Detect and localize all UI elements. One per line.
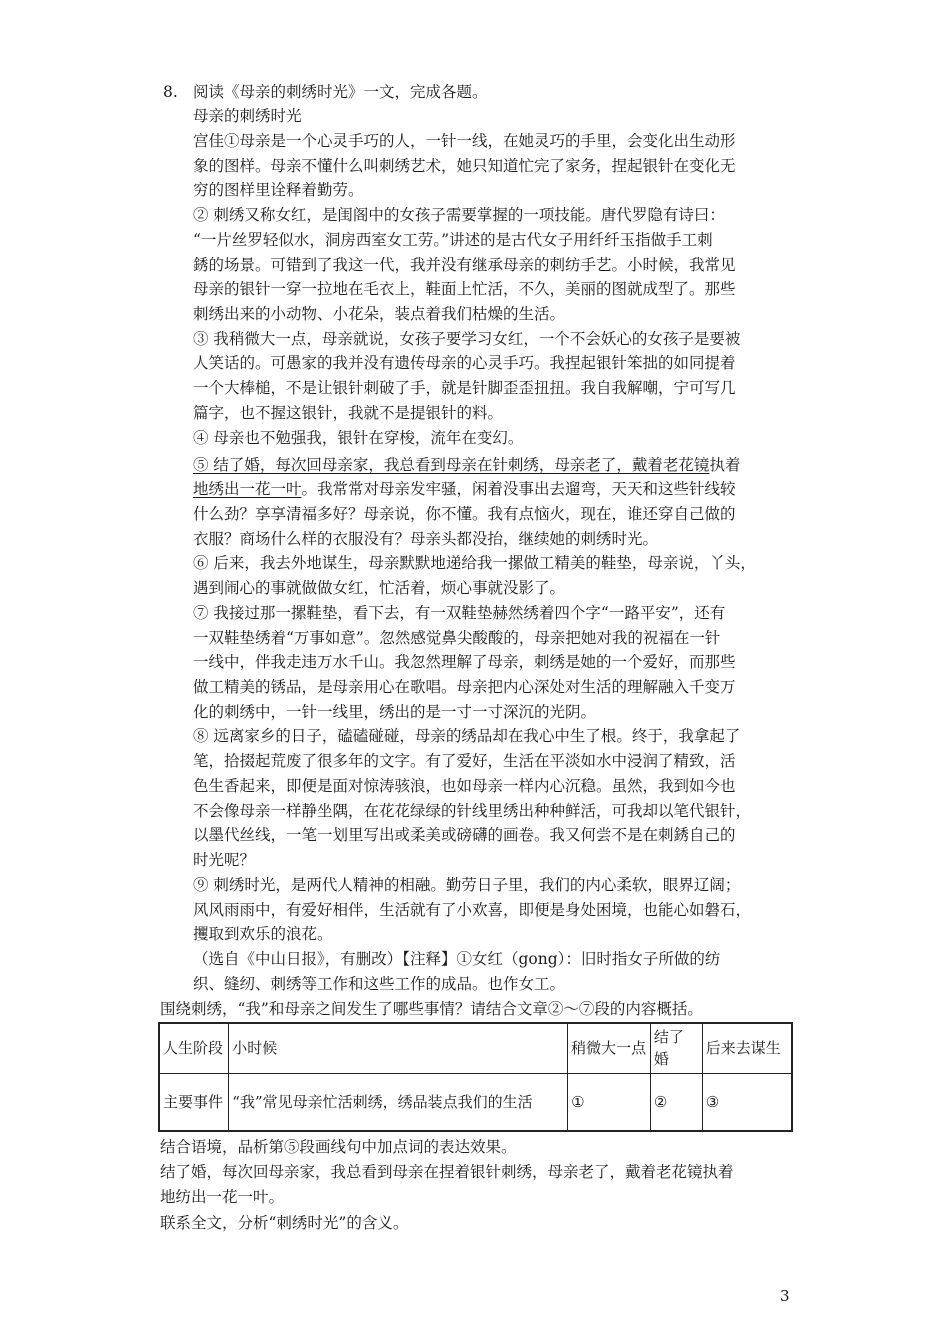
table-cell: 后来去谋生 bbox=[702, 1023, 792, 1073]
article-line: ⑨ 刺绣时光，是两代人精神的相融。勤劳日子里，我们的内心柔软，眼界辽阔； bbox=[193, 875, 741, 894]
quoted-sentence-line2: 地纺出一花一叶。 bbox=[160, 1188, 285, 1206]
table-cell: ① bbox=[568, 1073, 651, 1131]
table-cell: ③ bbox=[702, 1073, 792, 1131]
article-line: 母亲的银针一穿一拉地在毛衣上，鞋面上忙活，不久，美丽的图就成型了。那些 bbox=[193, 280, 736, 299]
article-title: 母亲的刺绣时光 bbox=[193, 107, 302, 125]
article-line: ④ 母亲也不勉强我，银针在穿梭，流年在变幻。 bbox=[193, 428, 524, 447]
article-line: 以墨代丝线，一笔一划里写出或柔美或磅礴的画卷。我又何尝不是在刺銹自己的 bbox=[193, 826, 736, 845]
quoted-sentence-line1: 结了婚，每次回母亲家，我总看到母亲在捏着银针刺绣，母亲老了，戴着老花镜执着 bbox=[160, 1163, 734, 1181]
article-line: 做工精美的锈品，是母亲用心在歌唱。母亲把内心深处对生活的理解融入千变万 bbox=[193, 678, 736, 697]
article-line: 不会像母亲一样静坐隅，在花花绿绿的针线里绣出种种鲜活，可我却以笔代银针， bbox=[193, 801, 752, 820]
table-cell: 小时候 bbox=[229, 1023, 568, 1073]
paragraph5-line1-rest: 执着 bbox=[709, 456, 741, 474]
article-line: 衣服？商场什么样的衣服没有？母亲头都没抬，继续她的刺绣时光。 bbox=[193, 529, 659, 548]
article-line: 宫佳①母亲是一个心灵手巧的人，一针一线，在她灵巧的手里，会变化出生动形 bbox=[193, 132, 736, 150]
article-line: ③ 我稍微大一点，母亲就说，女孩子要学习女红，一个不会妖心的女孩子是要被 bbox=[193, 329, 741, 348]
article-line: 笔，拾掇起荒废了很多年的文字。有了爱好，生活在平淡如水中浸润了精致，活 bbox=[193, 752, 736, 771]
article-line: 遇到闹心的事就做做女红，忙活着，烦心事就没影了。 bbox=[193, 579, 566, 598]
paragraph5-line2-rest: 。我常常对母亲发牢骚，闲着没事出去遛弯，天天和这些针线较 bbox=[301, 480, 736, 498]
article-line: 风风雨雨中，有爱好相伴，生活就有了小欢喜，即便是身处困境，也能心如磐石， bbox=[193, 900, 752, 919]
article-line: 一双鞋垫绣着“万事如意”。忽然感觉鼻尖酸酸的，母亲把她对我的祝福在一针 bbox=[193, 628, 721, 647]
question-instruction: 阅读《母亲的刺绣时光》一文，完成各题。 bbox=[193, 83, 488, 101]
article-line: ⑧ 远离家乡的日子，磕磕碰碰，母亲的绣品却在我心中生了根。终于，我拿起了 bbox=[193, 727, 741, 746]
underlined-sentence-part2: 地绣出一花一叶 bbox=[193, 480, 302, 498]
subquestion-3: 联系全文，分析“刺绣时光”的含义。 bbox=[160, 1214, 409, 1232]
table-row bbox=[159, 1023, 792, 1073]
article-line: 刺绣出来的小动物、小花朵，装点着我们枯燥的生活。 bbox=[193, 305, 566, 324]
article-line: （选自《中山日报》，有删改）【注释】①女红（gong）：旧时指女子所做的纺 bbox=[193, 949, 721, 968]
article-line: 人笑话的。可愚家的我并没有遗传母亲的心灵手巧。我捏起银针笨拙的如同提着 bbox=[193, 354, 736, 373]
table-cell: ② bbox=[650, 1073, 702, 1131]
article-line: 时光呢？ bbox=[193, 851, 256, 870]
article-line: 一个大棒槌，不是让银针刺破了手，就是针脚歪歪扭扭。我自我解嘲，宁可写几 bbox=[193, 379, 736, 398]
article-line: 穷的图样里诠释着勤劳。 bbox=[193, 181, 364, 200]
article-line: 攫取到欢乐的浪花。 bbox=[193, 925, 333, 944]
article-line: 色生香起来，即便是面对惊涛骇浪，也如母亲一样内心沉稳。虽然，我到如今也 bbox=[193, 776, 736, 795]
article-line: 一线中，伴我走违万水千山。我忽然理解了母亲，刺绣是她的一个爱好，而那些 bbox=[193, 653, 736, 672]
article-line: ② 刺绣又称女红，是闺阁中的女孩子需要掌握的一项技能。唐代罗隐有诗曰： bbox=[193, 206, 725, 225]
article-line: 化的刺绣中，一针一线里，绣出的是一寸一寸深沉的光阴。 bbox=[193, 702, 597, 721]
article-line: “一片丝罗轻似水，洞房西室女工劳。”讲述的是古代女子用纤纤玉指做手工刺 bbox=[193, 230, 713, 249]
table-cell: “我”常见母亲忙活刺绣，绣品装点我们的生活 bbox=[229, 1073, 568, 1131]
paragraph5-line1 bbox=[193, 453, 740, 477]
article-line: 篇字，也不握这银针，我就不是提银针的料。 bbox=[193, 403, 504, 422]
article-line: ⑥ 后来，我去外地谋生，母亲默默地递给我一摞做工精美的鞋垫，母亲说，丫头， bbox=[193, 554, 756, 573]
subquestion-2: 结合语境，品析第⑤段画线句中加点词的表达效果。 bbox=[160, 1138, 517, 1156]
article-line: 织、缝纫、刺绣等工作和这些工作的成品。也作女工。 bbox=[193, 974, 566, 993]
page-number: 3 bbox=[780, 1287, 790, 1305]
question-number: 8. bbox=[163, 83, 178, 101]
table-cell: 稍微大一点 bbox=[568, 1023, 651, 1073]
table-cell: 主要事件 bbox=[159, 1073, 229, 1131]
article-line: 銹的场景。可错到了我这一代，我并没有继承母亲的刺纺手艺。小时候，我常见 bbox=[193, 255, 736, 274]
table-cell: 结了婚 bbox=[650, 1023, 702, 1073]
table-row bbox=[159, 1073, 792, 1131]
article-line: 什么劲？享享清福多好？母亲说，你不懂。我有点恼火，现在，谁还穿自己做的 bbox=[193, 505, 736, 523]
underlined-sentence-part1: ⑤ 结了婚，每次回母亲家，我总看到母亲在针刺绣，母亲老了，戴着老花镜 bbox=[193, 456, 710, 474]
subquestion-1: 围绕刺绣，“我”和母亲之间发生了哪些事情？请结合文章②～⑦段的内容概括。 bbox=[160, 1000, 703, 1018]
events-table bbox=[158, 1022, 793, 1132]
article-line: ⑦ 我接过那一摞鞋垫，看下去，有一双鞋垫赫然绣着四个字“一路平安”，还有 bbox=[193, 603, 726, 622]
table-cell: 人生阶段 bbox=[159, 1023, 229, 1073]
paragraph5-line2 bbox=[193, 477, 736, 501]
article-line: 象的图样。母亲不懂什么叫刺绣艺术，她只知道忙完了家务，捏起银针在变化无 bbox=[193, 156, 736, 175]
